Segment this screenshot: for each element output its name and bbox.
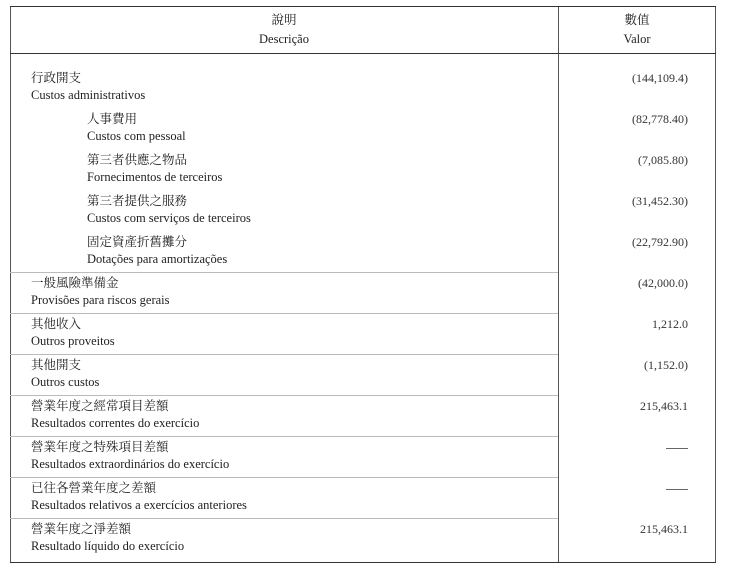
financial-table [10, 6, 716, 563]
row-label-pt: Dotações para amortizações [87, 252, 228, 266]
row-separator [10, 436, 558, 437]
row-separator [10, 313, 558, 314]
row-value: 215,463.1 [640, 522, 688, 536]
row-separator [10, 395, 558, 396]
header-value-zh: 數值 [624, 13, 650, 27]
row-label-zh: 其他開支 [31, 358, 82, 372]
row-separator [10, 477, 558, 478]
row-label-zh: 營業年度之經常項目差額 [31, 399, 169, 413]
row-separator [10, 518, 558, 519]
row-label-zh: 固定資產折舊攤分 [87, 235, 188, 249]
row-label-zh: 營業年度之淨差額 [31, 522, 132, 536]
row-label-zh: 營業年度之特殊項目差額 [31, 440, 169, 454]
header-value [558, 11, 716, 49]
row-value-empty [558, 439, 688, 456]
row-label-pt: Resultados relativos a exercícios anteriores [31, 498, 247, 512]
row-value: (31,452.30) [632, 194, 688, 208]
row-label-zh: 第三者提供之服務 [87, 194, 188, 208]
row-label-zh: 一般風險準備金 [31, 276, 119, 290]
row-label-zh: 其他收入 [31, 317, 82, 331]
table-right-border [715, 7, 716, 562]
row-label-pt: Resultados correntes do exercício [31, 416, 200, 430]
row-label-zh: 第三者供應之物品 [87, 153, 188, 167]
row-value: (22,792.90) [632, 235, 688, 249]
row-label-pt: Outros custos [31, 375, 100, 389]
empty-value-dash [666, 489, 688, 490]
row-value: (7,085.80) [638, 153, 688, 167]
header-description-zh: 說明 [271, 13, 297, 27]
header-description [10, 11, 558, 49]
row-separator [10, 354, 558, 355]
header-description-pt: Descrição [259, 32, 309, 46]
row-label-zh: 已往各營業年度之差額 [31, 481, 157, 495]
row-separator [10, 272, 558, 273]
row-label-pt: Provisões para riscos gerais [31, 293, 170, 307]
table-left-border [10, 7, 11, 562]
row-value: (82,778.40) [632, 112, 688, 126]
row-value: 1,212.0 [652, 317, 688, 331]
row-value: (1,152.0) [644, 358, 688, 372]
header-value-pt: Valor [623, 32, 651, 46]
row-label-pt: Custos com serviços de terceiros [87, 211, 251, 225]
row-value: 215,463.1 [640, 399, 688, 413]
row-label-zh: 人事費用 [87, 112, 138, 126]
row-label-pt: Resultado líquido do exercício [31, 539, 185, 553]
row-label-pt: Fornecimentos de terceiros [87, 170, 223, 184]
row-value: (144,109.4) [632, 71, 688, 85]
row-label-pt: Outros proveitos [31, 334, 115, 348]
table-header [10, 7, 716, 54]
empty-value-dash [666, 448, 688, 449]
row-label-pt: Custos administrativos [31, 88, 146, 102]
row-label-zh: 行政開支 [31, 71, 82, 85]
row-label-pt: Resultados extraordinários do exercício [31, 457, 230, 471]
row-label-pt: Custos com pessoal [87, 129, 186, 143]
row-value: (42,000.0) [638, 276, 688, 290]
row-value-empty [558, 480, 688, 497]
